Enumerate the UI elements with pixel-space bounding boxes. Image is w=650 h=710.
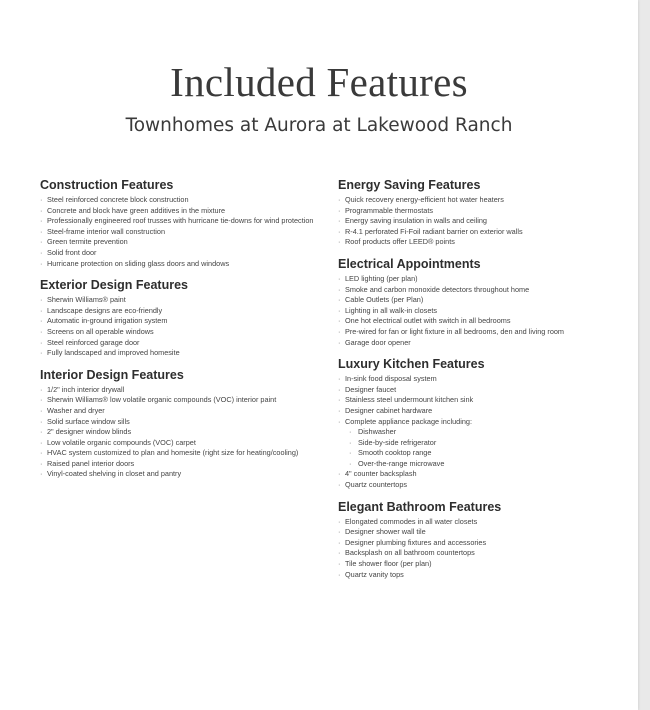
list-item: · Pre-wired for fan or light fixture in all bedrooms, den and living room <box>338 327 628 338</box>
feature-list <box>40 195 330 269</box>
list-item: · Designer shower wall tile <box>338 527 628 538</box>
list-item: · Steel-frame interior wall construction <box>40 227 330 238</box>
list-item: · 4" counter backsplash <box>338 469 628 480</box>
list-item: · Lighting in all walk-in closets <box>338 306 628 317</box>
feature-list <box>40 385 330 480</box>
list-item: · Green termite prevention <box>40 237 330 248</box>
list-item: · Energy saving insulation in walls and ceiling <box>338 216 628 227</box>
list-item: · Complete appliance package including: <box>338 417 628 428</box>
section-exterior-design-features <box>40 278 330 359</box>
list-item: · Vinyl-coated shelving in closet and pantry <box>40 469 330 480</box>
list-item: · Fully landscaped and improved homesite <box>40 348 330 359</box>
feature-list <box>338 274 628 348</box>
list-item: · 2" designer window blinds <box>40 427 330 438</box>
list-item: · LED lighting (per plan) <box>338 274 628 285</box>
list-item: · Designer faucet <box>338 385 628 396</box>
list-item: · Solid front door <box>40 248 330 259</box>
list-item: · Garage door opener <box>338 338 628 349</box>
list-item: · Quartz vanity tops <box>338 570 628 581</box>
feature-list <box>338 374 628 491</box>
section-heading: Construction Features <box>40 178 174 192</box>
list-item: · Cable Outlets (per Plan) <box>338 295 628 306</box>
list-item: · Sherwin Williams® paint <box>40 295 330 306</box>
list-item: · Elongated commodes in all water closets <box>338 517 628 528</box>
section-elegant-bathroom-features <box>338 500 628 581</box>
list-item: · Sherwin Williams® low volatile organic compounds (VOC) interior paint <box>40 395 330 406</box>
list-item: · Automatic in-ground irrigation system <box>40 316 330 327</box>
section-interior-design-features <box>40 368 330 480</box>
list-item: · Low volatile organic compounds (VOC) carpet <box>40 438 330 449</box>
list-item: · Quartz countertops <box>338 480 628 491</box>
section-luxury-kitchen-features <box>338 357 628 491</box>
page-title: Included Features <box>170 59 468 105</box>
sub-list-item: · Dishwasher <box>338 427 628 438</box>
list-item: · Concrete and block have green additives in the mixture <box>40 206 330 217</box>
list-item: · Tile shower floor (per plan) <box>338 559 628 570</box>
list-item: · One hot electrical outlet with switch in all bedrooms <box>338 316 628 327</box>
list-item: · Solid surface window sills <box>40 417 330 428</box>
list-item: · HVAC system customized to plan and homesite (right size for heating/cooling) <box>40 448 330 459</box>
section-heading: Interior Design Features <box>40 367 184 382</box>
list-item: · Programmable thermostats <box>338 206 628 217</box>
list-item: · Smoke and carbon monoxide detectors throughout home <box>338 285 628 296</box>
list-item: · Steel reinforced concrete block construction <box>40 195 330 206</box>
sub-list-item: · Smooth cooktop range <box>338 448 628 459</box>
left-column <box>40 178 330 489</box>
list-item: · Landscape designs are eco-friendly <box>40 306 330 317</box>
list-item: · Washer and dryer <box>40 406 330 417</box>
list-item: · 1/2" inch interior drywall <box>40 385 330 396</box>
list-item: · Designer plumbing fixtures and accessories <box>338 538 628 549</box>
sub-list-item: · Over-the-range microwave <box>338 459 628 470</box>
feature-list <box>40 295 330 359</box>
list-item: · Backsplash on all bathroom countertops <box>338 548 628 559</box>
section-electrical-appointments <box>338 257 628 348</box>
section-heading: Exterior Design Features <box>40 278 188 293</box>
list-item: · R-4.1 perforated Fi-Foil radiant barrier on exterior walls <box>338 227 628 238</box>
list-item: · Professionally engineered roof trusses with hurricane tie-downs for wind protection <box>40 216 330 227</box>
section-energy-saving-features <box>338 178 628 248</box>
sub-list-item: · Side-by-side refrigerator <box>338 438 628 449</box>
right-column <box>338 178 628 589</box>
list-item: · Raised panel interior doors <box>40 459 330 470</box>
list-item: · Designer cabinet hardware <box>338 406 628 417</box>
feature-list <box>338 195 628 248</box>
feature-list <box>338 517 628 581</box>
list-item: · Stainless steel undermount kitchen sink <box>338 395 628 406</box>
list-item: · Roof products offer LEED® points <box>338 237 628 248</box>
list-item: · In-sink food disposal system <box>338 374 628 385</box>
list-item: · Hurricane protection on sliding glass doors and windows <box>40 259 330 270</box>
list-item: · Quick recovery energy-efficient hot water heaters <box>338 195 628 206</box>
section-construction-features <box>40 178 330 269</box>
section-heading: Luxury Kitchen Features <box>338 357 485 372</box>
section-heading: Elegant Bathroom Features <box>338 499 502 514</box>
section-heading: Electrical Appointments <box>338 256 481 271</box>
page-subtitle: Townhomes at Aurora at Lakewood Ranch <box>125 115 513 136</box>
section-heading: Energy Saving Features <box>338 178 481 192</box>
list-item: · Screens on all operable windows <box>40 327 330 338</box>
list-item: · Steel reinforced garage door <box>40 338 330 349</box>
